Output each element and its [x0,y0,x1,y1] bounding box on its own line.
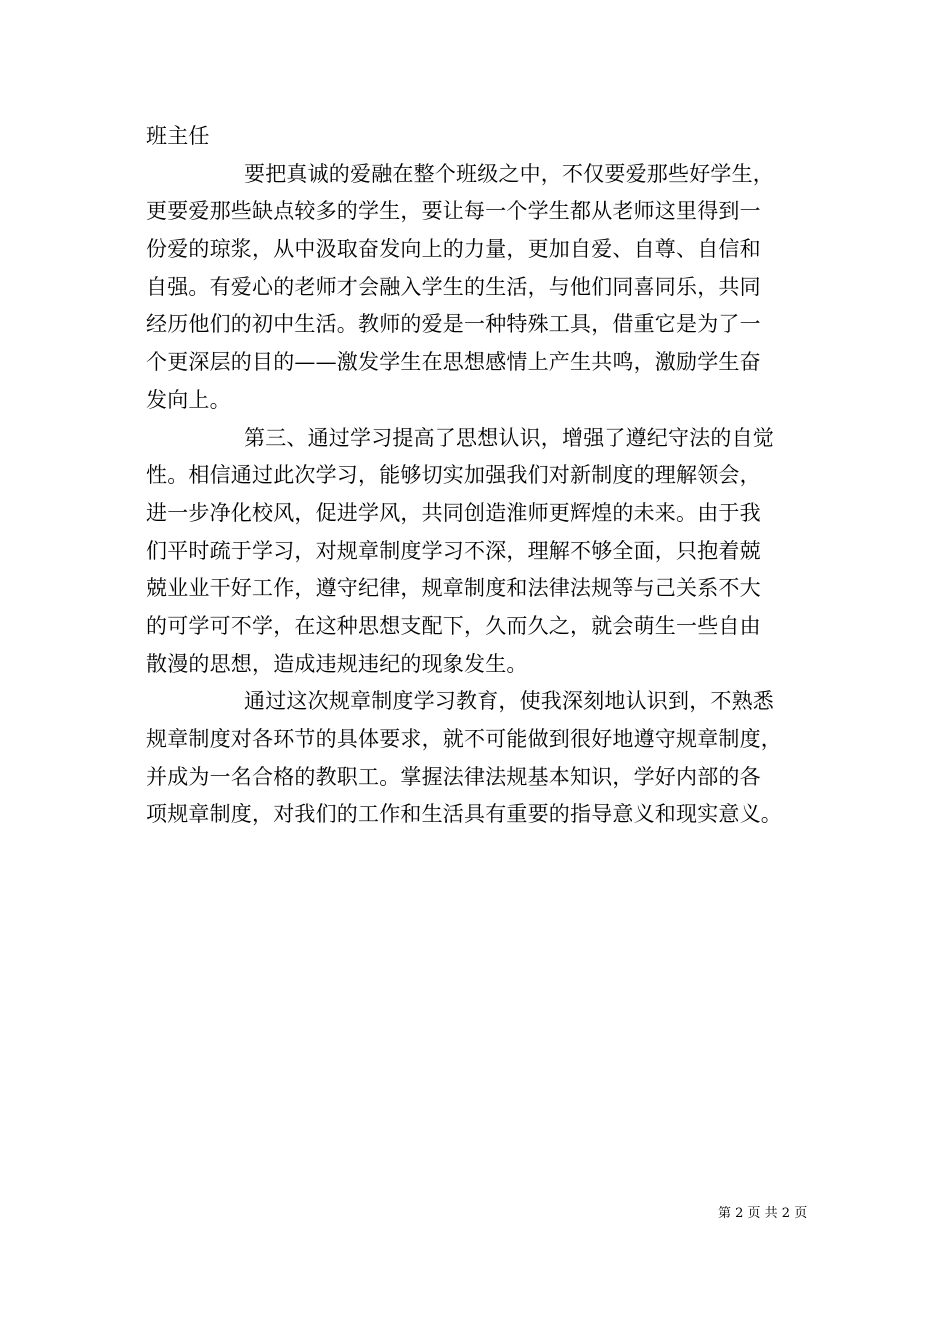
text-line-2: 要把真诚的爱融在整个班级之中，不仅要爱那些好学生， [244,161,774,186]
text-line-17: 规章制度对各环节的具体要求，就不可能做到很好地遵守规章制度， [146,727,782,751]
text-line-16: 通过这次规章制度学习教育，使我深刻地认识到，不熟悉 [244,689,774,714]
text-line-14: 的可学可不学，在这种思想支配下，久而久之，就会萌生一些自由 [146,613,761,638]
body-text [146,118,812,834]
text-line-7: 个更深层的目的——激发学生在思想感情上产生共鸣，激励学生奋 [146,350,761,375]
text-line-12: 们平时疏于学习，对规章制度学习不深，理解不够全面，只抱着兢 [146,538,761,563]
page-number-footer: 第 2 页 共 2 页 [718,1206,808,1221]
text-line-1: 班主任 [146,124,210,148]
text-line-19: 项规章制度，对我们的工作和生活具有重要的指导意义和现实意义。 [146,802,782,827]
text-line-10: 性。相信通过此次学习，能够切实加强我们对新制度的理解领会， [146,463,761,488]
text-line-15: 散漫的思想，造成违规违纪的现象发生。 [146,651,528,676]
text-line-3: 更要爱那些缺点较多的学生，要让每一个学生都从老师这里得到一 [146,199,761,224]
text-line-11: 进一步净化校风，促进学风，共同创造淮师更辉煌的未来。由于我 [146,500,761,525]
text-line-4: 份爱的琼浆，从中汲取奋发向上的力量，更加自爱、自尊、自信和 [146,237,761,262]
text-line-5: 自强。有爱心的老师才会融入学生的生活，与他们同喜同乐，共同 [146,274,761,299]
text-line-18: 并成为一名合格的教职工。掌握法律法规基本知识，学好内部的各 [146,764,761,789]
text-line-8: 发向上。 [146,387,231,412]
text-line-13: 兢业业干好工作，遵守纪律，规章制度和法律法规等与己关系不大 [146,576,761,601]
text-line-6: 经历他们的初中生活。教师的爱是一种特殊工具，借重它是为了一 [146,312,761,337]
text-line-9: 第三、通过学习提高了思想认识，增强了遵纪守法的自觉 [244,425,774,450]
